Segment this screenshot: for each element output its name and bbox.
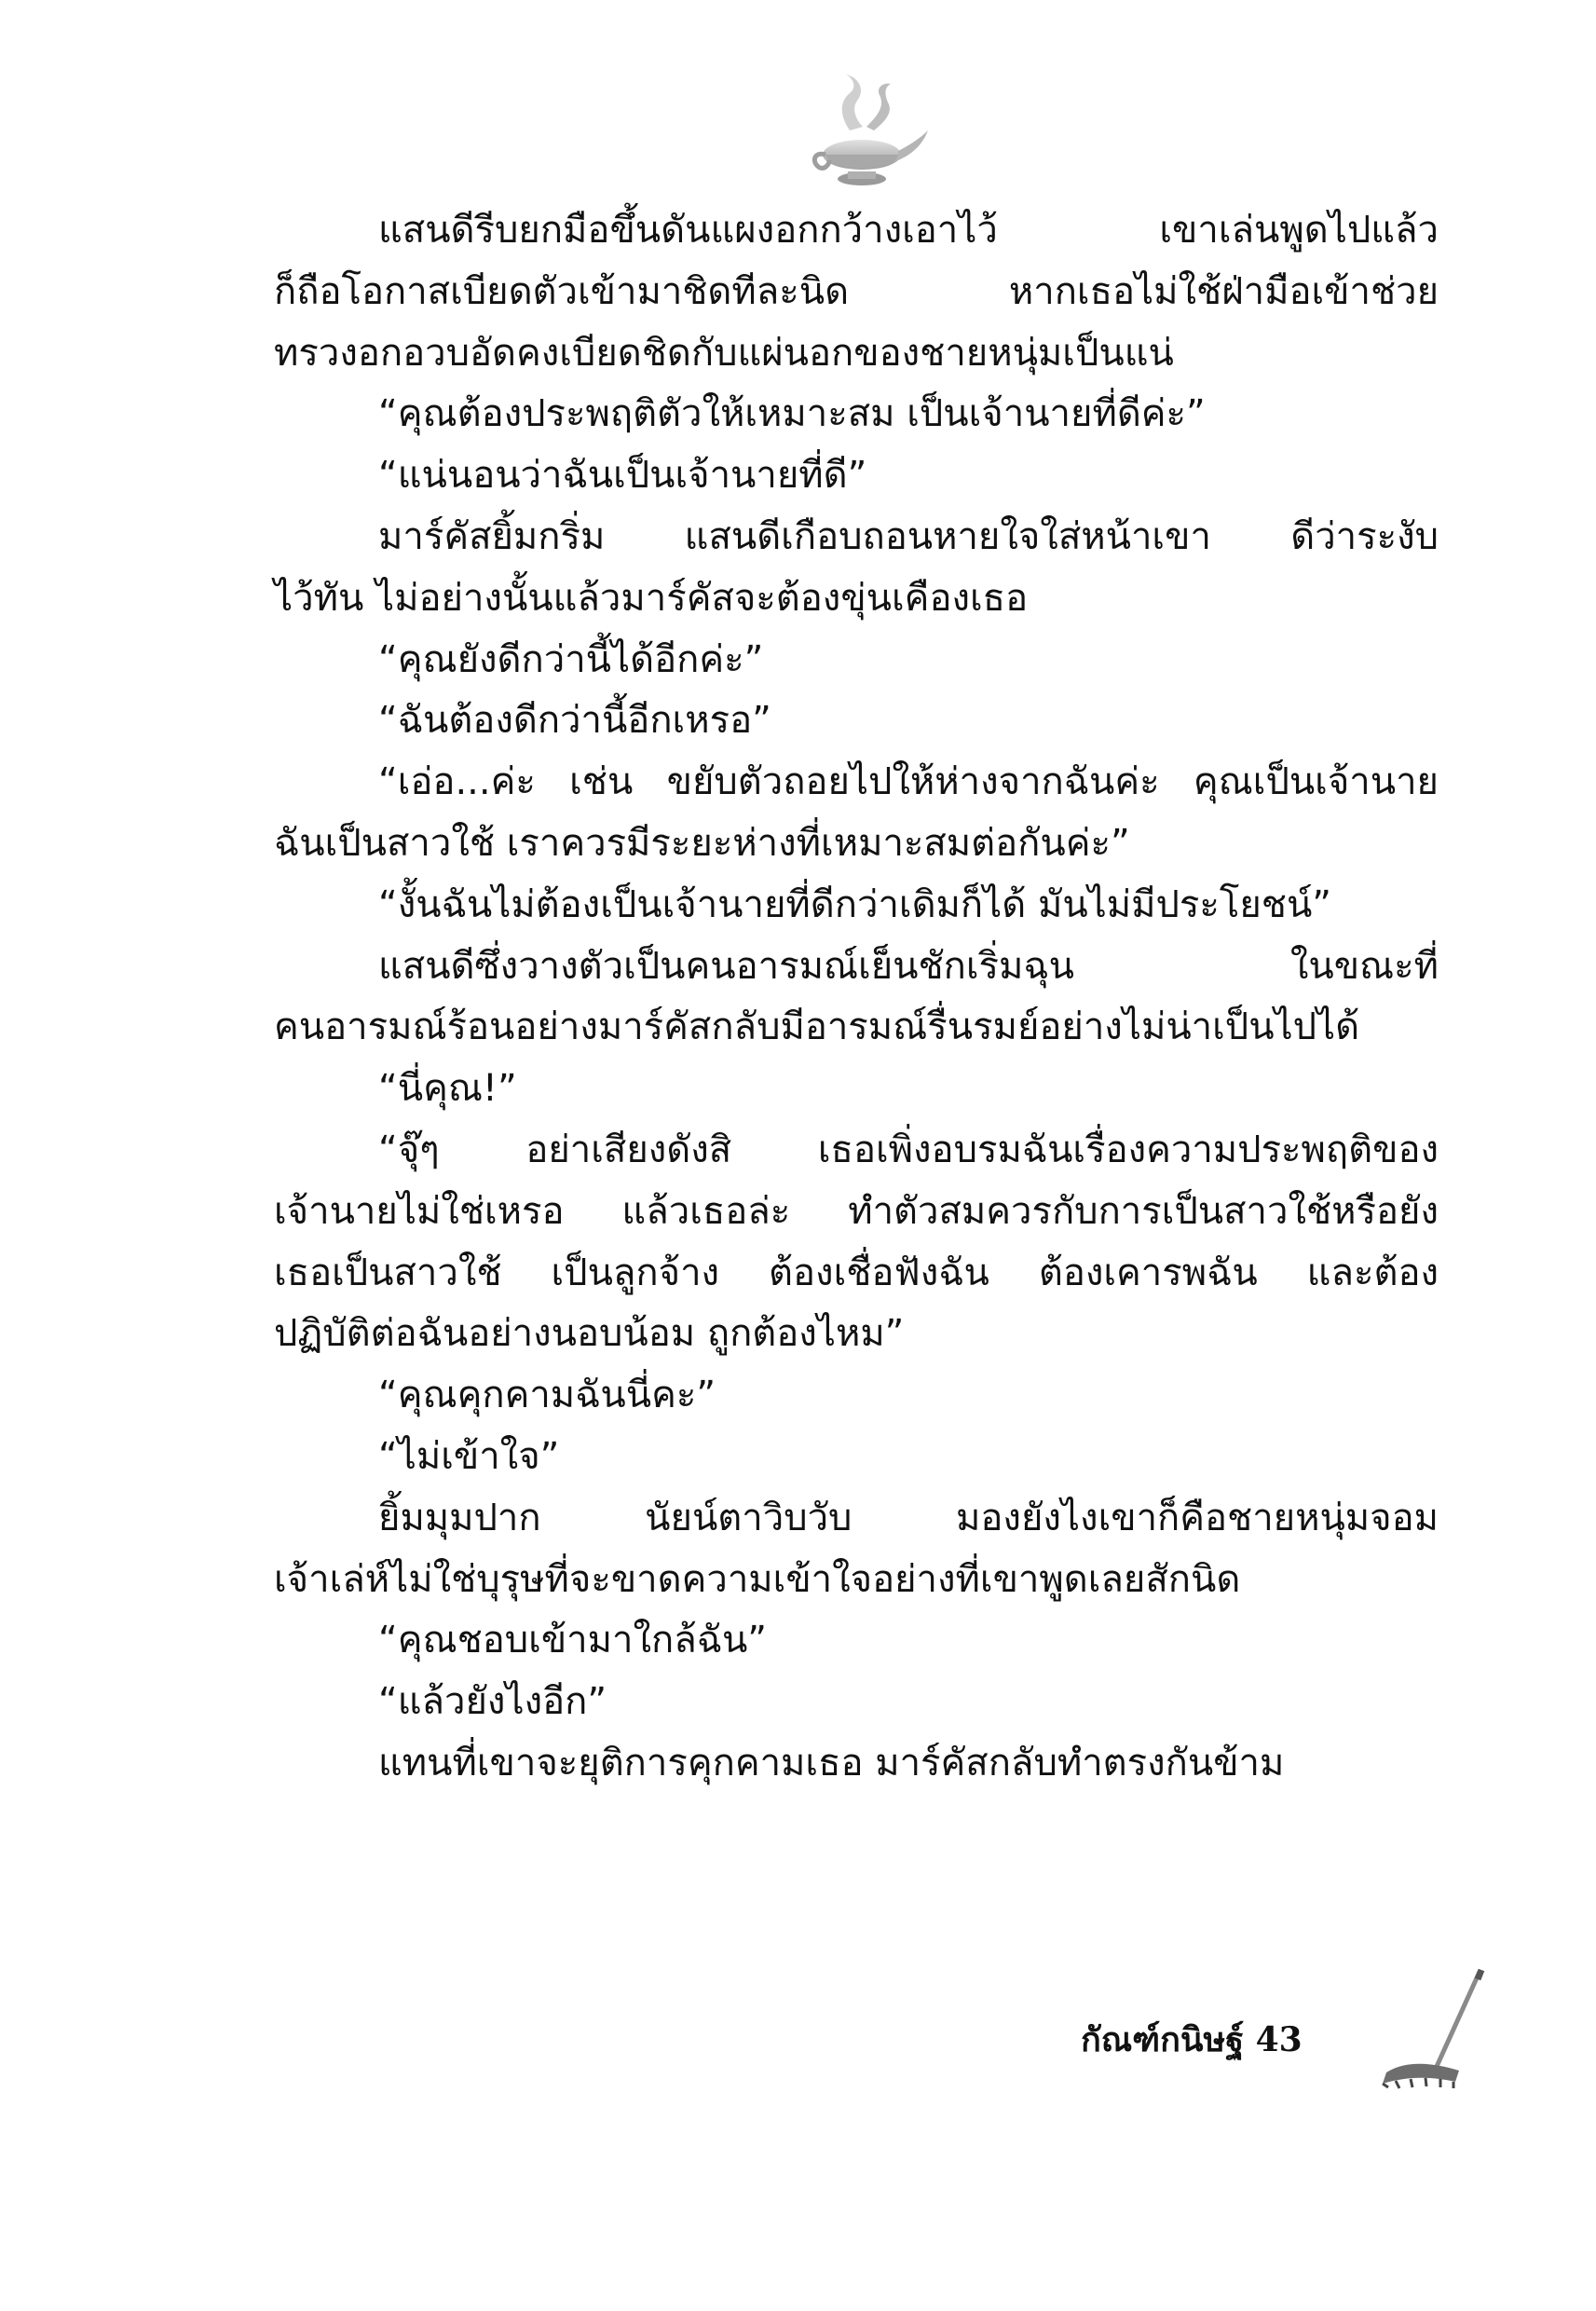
text-line: “งั้นฉันไม่ต้องเป็นเจ้านายที่ดีกว่าเดิมก็ได้ มันไม่มีประโยชน์” xyxy=(378,882,1332,926)
genie-lamp-icon xyxy=(792,65,932,205)
text-line: “ฉันต้องดีกว่านี้อีกเหรอ” xyxy=(378,699,771,743)
text-line: มาร์คัสยิ้มกริ่ม แสนดีเกือบถอนหายใจใส่หน้าเขา ดีว่าระงับ xyxy=(378,514,1439,558)
text-line: เจ้านายไม่ใช่เหรอ แล้วเธอล่ะ ทำตัวสมควรกับการเป็นสาวใช้หรือยัง xyxy=(274,1189,1439,1233)
text-line: “แล้วยังไงอีก” xyxy=(378,1680,607,1724)
text-line: แสนดีรีบยกมือขึ้นดันแผงอกกว้างเอาไว้ เขาเล่นพูดไปแล้ว xyxy=(378,209,1439,252)
text-line: “เอ่อ...ค่ะ เช่น ขยับตัวถอยไปให้ห่างจากฉันค่ะ คุณเป็นเจ้านาย xyxy=(378,760,1439,804)
text-line: แสนดีซึ่งวางตัวเป็นคนอารมณ์เย็นชักเริ่มฉุน ในขณะที่ xyxy=(378,944,1439,988)
text-line: แทนที่เขาจะยุติการคุกคามเธอ มาร์คัสกลับทำตรงกันข้าม xyxy=(378,1741,1285,1785)
text-line: “นี่คุณ!” xyxy=(378,1067,517,1111)
footer-title-page-number: กัณฑ์กนิษฐ์ 43 xyxy=(1081,2020,1303,2059)
text-line: เจ้าเล่ห์ไม่ใช่บุรุษที่จะขาดความเข้าใจอย่างที่เขาพูดเลยสักนิด xyxy=(274,1557,1241,1601)
text-line: ยิ้มมุมปาก นัยน์ตาวิบวับ มองยังไงเขาก็คือชายหนุ่มจอม xyxy=(378,1496,1439,1539)
mop-icon xyxy=(1370,1966,1500,2097)
text-line: ฉันเป็นสาวใช้ เราควรมีระยะห่างที่เหมาะสมต่อกันค่ะ” xyxy=(274,821,1130,865)
text-line: “คุณต้องประพฤติตัวให้เหมาะสม เป็นเจ้านายที่ดีค่ะ” xyxy=(378,392,1206,436)
text-line: “คุณยังดีกว่านี้ได้อีกค่ะ” xyxy=(378,637,764,681)
text-line: เธอเป็นสาวใช้ เป็นลูกจ้าง ต้องเชื่อฟังฉัน ต้องเคารพฉัน และต้อง xyxy=(274,1251,1439,1294)
text-line: “คุณชอบเข้ามาใกล้ฉัน” xyxy=(378,1619,768,1662)
text-line: ไว้ทัน ไม่อย่างนั้นแล้วมาร์คัสจะต้องขุ่นเคืองเธอ xyxy=(274,576,1029,620)
text-line: คนอารมณ์ร้อนอย่างมาร์คัสกลับมีอารมณ์รื่นรมย์อย่างไม่น่าเป็นไปได้ xyxy=(274,1005,1360,1049)
body-text xyxy=(274,200,1439,1795)
text-line: “คุณคุกคามฉันนี่คะ” xyxy=(378,1374,716,1417)
text-line: “แน่นอนว่าฉันเป็นเจ้านายที่ดี” xyxy=(378,454,867,498)
text-line: “จุ๊ๆ อย่าเสียงดังสิ เธอเพิ่งอบรมฉันเรื่องความประพฤติของ xyxy=(378,1128,1439,1171)
text-line: “ไม่เข้าใจ” xyxy=(378,1434,560,1478)
text-line: ทรวงอกอวบอัดคงเบียดชิดกับแผ่นอกของชายหนุ่มเป็นแน่ xyxy=(274,331,1174,375)
page-footer xyxy=(1025,1966,1528,2097)
text-line: ก็ถือโอกาสเบียดตัวเข้ามาชิดทีละนิด หากเธอไม่ใช้ฝ่ามือเข้าช่วย xyxy=(274,269,1439,313)
text-line: ปฏิบัติต่อฉันอย่างนอบน้อม ถูกต้องไหม” xyxy=(274,1312,905,1356)
